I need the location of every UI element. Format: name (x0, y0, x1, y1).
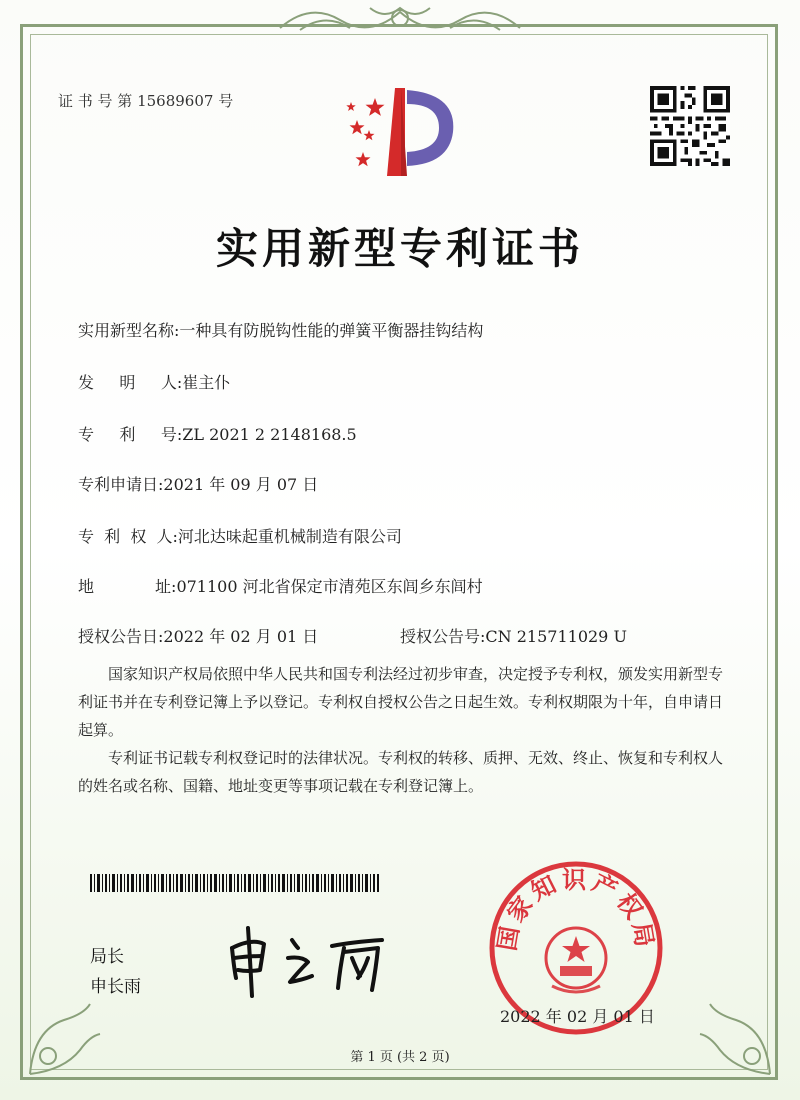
address-value: 071100 河北省保定市清苑区东闾乡东闾村 (176, 577, 483, 596)
page-number: 第 1 页 (共 2 页) (350, 1050, 450, 1065)
seal-text: 国家知识产权局 (492, 866, 660, 953)
patent-number-label: 专 利 号: (78, 425, 183, 444)
inventor-label: 发 明 人: (78, 373, 183, 392)
grant-number-row (400, 624, 627, 647)
patent-number-row (78, 422, 357, 445)
grant-date-row (78, 624, 318, 647)
body-paragraph-1: 国家知识产权局依照中华人民共和国专利法经过初步审查，决定授予专利权，颁发实用新型专利证书并在专利登记簿上予以登记。专利权自授权公告之日起生效。专利权期限为十年，自申请日起算。 (78, 665, 724, 739)
utility-model-name-row (78, 318, 483, 341)
filing-date-row (78, 472, 318, 495)
patent-office-logo-icon (335, 80, 465, 180)
corner-ornament-icon (24, 1000, 104, 1080)
filing-date-label: 专利申请日: (78, 475, 164, 494)
address-row (78, 574, 483, 597)
corner-ornament-icon (696, 1000, 776, 1080)
patentee-row (78, 524, 402, 547)
top-ornament-icon (270, 0, 530, 40)
patentee-value: 河北达味起重机械制造有限公司 (177, 527, 402, 546)
director-title: 局长 (90, 947, 124, 967)
filing-date-value: 2021 年 09 月 07 日 (163, 475, 319, 494)
handwritten-signature-icon (222, 918, 402, 998)
utility-model-name-label: 实用新型名称: (78, 321, 180, 340)
barcode-icon (90, 874, 380, 892)
qr-code-icon (650, 86, 730, 166)
utility-model-name-value: 一种具有防脱钩性能的弹簧平衡器挂钩结构 (179, 321, 484, 340)
patentee-label: 专 利 权 人: (78, 527, 178, 546)
body-paragraph-2: 专利证书记载专利权登记时的法律状况。专利权的转移、质押、无效、终止、恢复和专利权人的姓名或名称、国籍、地址变更等事项记载在专利登记簿上。 (78, 749, 724, 795)
inventor-row (78, 370, 230, 393)
certificate-body (78, 660, 726, 800)
address-label: 地 址: (78, 577, 177, 596)
grant-number-value: CN 215711029 U (485, 627, 627, 646)
grant-date-value: 2022 年 02 月 01 日 (163, 627, 319, 646)
certificate-number: 证 书 号 第 15689607 号 (58, 92, 234, 110)
director-name: 申长雨 (90, 977, 141, 997)
seal-date: 2022 年 02 月 01 日 (500, 1007, 655, 1026)
grant-date-label: 授权公告日: (78, 627, 164, 646)
certificate-title: 实用新型专利证书 (215, 224, 584, 273)
inventor-value: 崔主仆 (182, 373, 231, 392)
patent-number-value: ZL 2021 2 2148168.5 (182, 425, 357, 444)
grant-number-label: 授权公告号: (400, 627, 486, 646)
